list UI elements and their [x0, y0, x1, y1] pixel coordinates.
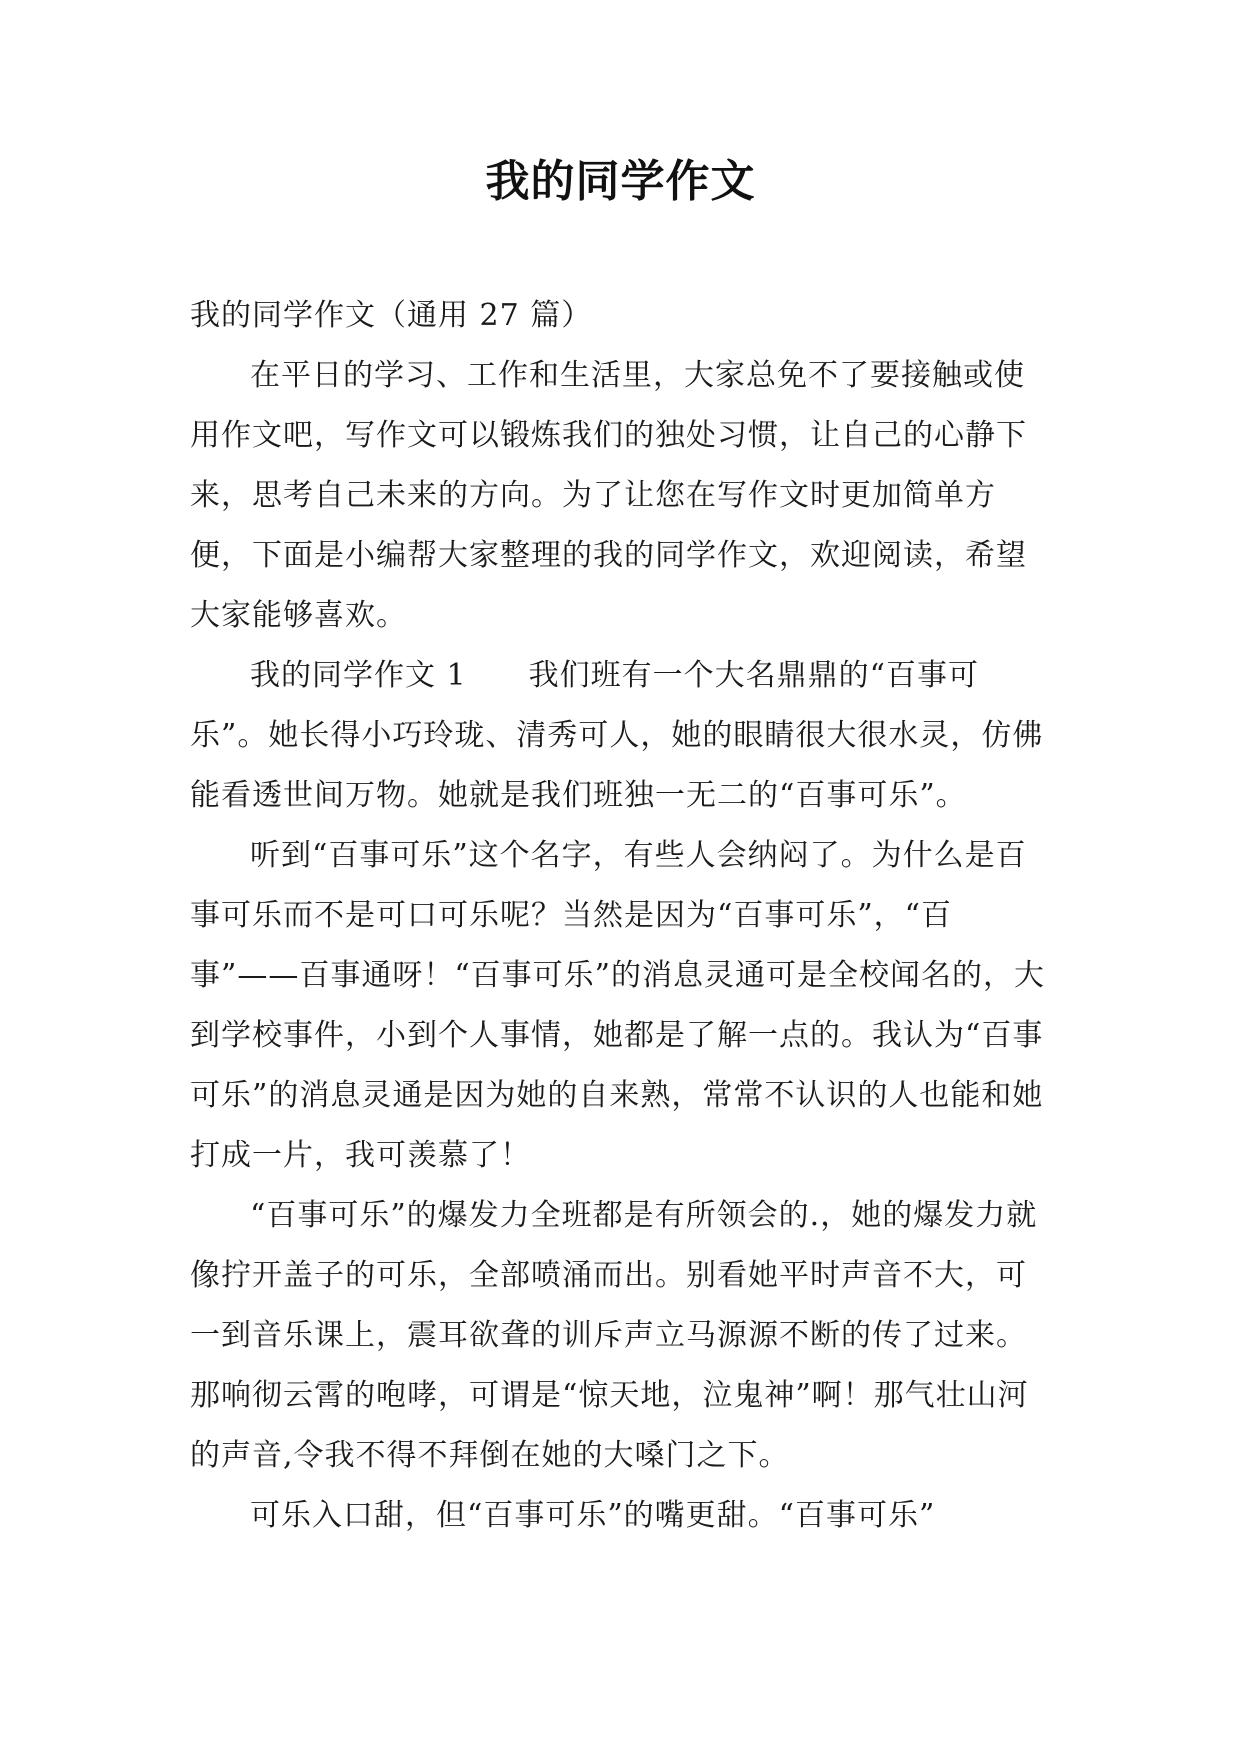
subtitle-paragraph: 我的同学作文（通用 27 篇）	[190, 298, 593, 333]
document-title: 我的同学作文	[485, 156, 756, 207]
essay-1-paragraph-1: 我的同学作文 1 我们班有一个大名鼎鼎的“百事可乐”。她长得小巧玲珑、清秀可人，她的眼睛很大很水灵，仿佛能看透世间万物。她就是我们班独一无二的“百事可乐”。	[190, 658, 1044, 813]
essay-1-paragraph-4: 可乐入口甜，但“百事可乐”的嘴更甜。“百事可乐”	[250, 1498, 936, 1533]
essay-1-paragraph-2: 听到“百事可乐”这个名字，有些人会纳闷了。为什么是百事可乐而不是可口可乐呢？当然是因为“百事可乐”，“百事”——百事通呀！“百事可乐”的消息灵通可是全校闻名的，大到学校事件，小到个人事情，她都是了解一点的。我认为“百事可乐”的消息灵通是因为她的自来熟，常常不认识的人也能和她打成一片，我可羡慕了！	[190, 838, 1046, 1173]
essay-1-paragraph-3: “百事可乐”的爆发力全班都是有所领会的.，她的爆发力就像拧开盖子的可乐，全部喷涌而出。别看她平时声音不大，可一到音乐课上，震耳欲聋的训斥声立马源源不断的传了过来。那响彻云霄的咆哮，可谓是“惊天地，泣鬼神”啊！那气壮山河的声音,令我不得不拜倒在她的大嗓门之下。	[190, 1198, 1038, 1473]
document-body	[190, 286, 1050, 1546]
intro-paragraph: 在平日的学习、工作和生活里，大家总免不了要接触或使用作文吧，写作文可以锻炼我们的独处习惯，让自己的心静下来，思考自己未来的方向。为了让您在写作文时更加简单方便，下面是小编帮大家整理的我的同学作文，欢迎阅读，希望大家能够喜欢。	[190, 358, 1027, 633]
